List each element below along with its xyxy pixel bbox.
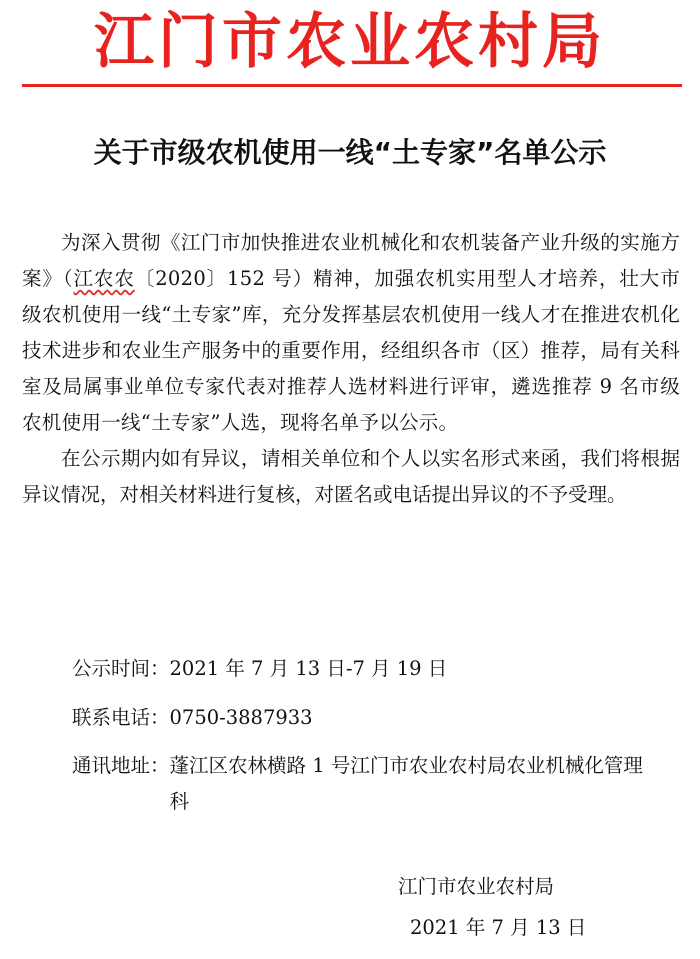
publicity-period-label: 公示时间： [72, 657, 170, 680]
org-name-heading: 江门市农业农村局 [94, 7, 606, 77]
mailing-address-value: 蓬江区农林横路 1 号江门市农业农村局农业机械化管理科 [169, 754, 643, 813]
document-header [0, 0, 700, 110]
contact-phone-value: 0750-3887933 [169, 706, 313, 729]
document-reference: 江农农 [73, 267, 135, 290]
document-title: 关于市级农机使用一线“土专家”名单公示 [93, 136, 607, 169]
paragraph-intro-part2: 〔2020〕152 号）精神，加强农机实用型人才培养，壮大市级农机使用一线“土专家”库，充分发挥基层农机使用一线人才在推进农机化技术进步和农业生产服务中的重要作用，经组织各市（区）推荐，局有关科室及局属事业单位专家代表对推荐人选材料进行评审，遴选推荐 9 名市级农机使用一线“土专家”人选，现将名单予以公示。 [22, 267, 681, 434]
contact-phone-label: 联系电话： [72, 706, 170, 729]
red-divider-line [22, 84, 682, 87]
signature-date: 2021 年 7 月 13 日 [410, 916, 587, 939]
publicity-period-value: 2021 年 7 月 13 日-7 月 19 日 [169, 657, 448, 680]
paragraph-intro [22, 225, 680, 441]
publicity-period-line [72, 651, 447, 687]
paragraph-intro-part1: 为深入贯彻《江门市加快推进农业机械化和农机装备产业升级的实施方案》（ [22, 231, 680, 290]
signature-org: 江门市农业农村局 [398, 875, 555, 898]
mailing-address-label: 通讯地址： [72, 754, 170, 777]
mailing-address-line [72, 748, 672, 820]
paragraph-objection: 在公示期内如有异议，请相关单位和个人以实名形式来函，我们将根据异议情况，对相关材料进行复核，对匿名或电话提出异议的不予受理。 [22, 447, 680, 506]
document-body [22, 225, 680, 513]
contact-phone-line [72, 700, 313, 736]
